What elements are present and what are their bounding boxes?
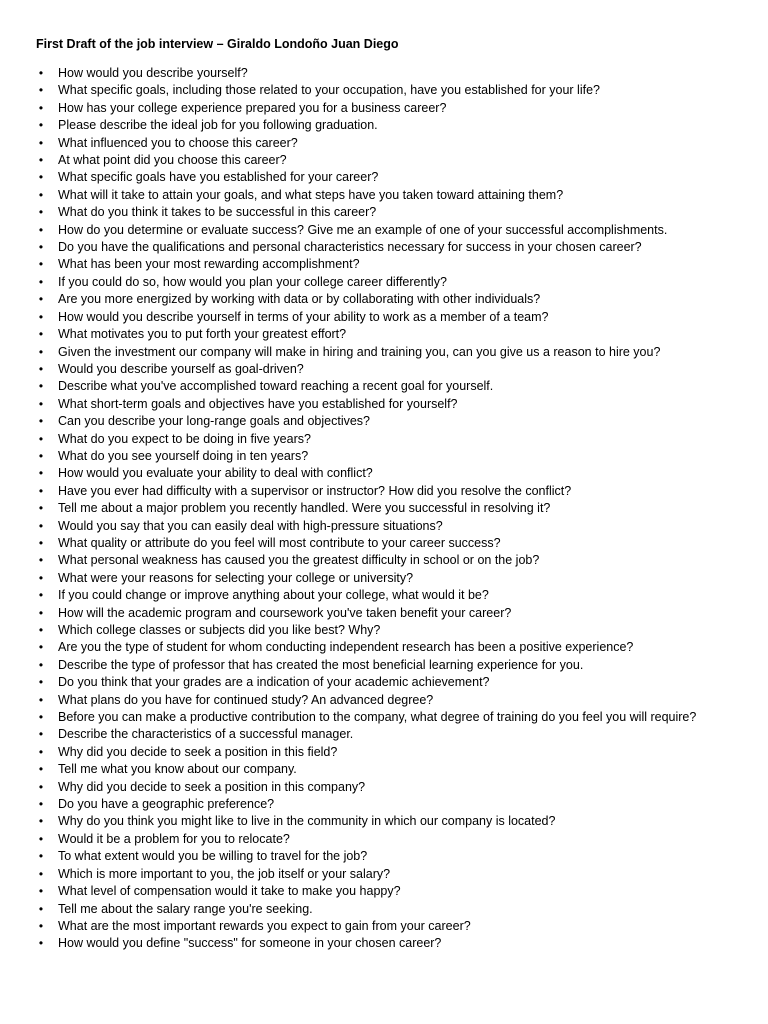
question-text: What do you think it takes to be successful in this career? <box>58 205 377 220</box>
bullet-icon: • <box>38 118 44 133</box>
bullet-icon: • <box>38 570 44 585</box>
bullet-icon: • <box>38 483 44 498</box>
question-item <box>36 361 744 378</box>
question-text: How would you define "success" for someone in your chosen career? <box>58 936 442 951</box>
question-item <box>36 274 744 291</box>
bullet-icon: • <box>38 779 44 794</box>
question-item <box>36 918 744 935</box>
bullet-icon: • <box>38 66 44 80</box>
bullet-icon: • <box>38 692 44 707</box>
bullet-icon: • <box>38 797 44 812</box>
question-text: Why did you decide to seek a position in this company? <box>58 779 366 794</box>
bullet-icon: • <box>38 414 44 429</box>
bullet-icon: • <box>38 901 44 916</box>
question-text: What short-term goals and objectives have you established for yourself? <box>58 396 458 411</box>
question-text: If you could change or improve anything about your college, what would it be? <box>58 588 489 603</box>
question-item <box>36 587 744 604</box>
question-item <box>36 135 744 152</box>
bullet-icon: • <box>38 623 44 637</box>
question-item <box>36 657 744 674</box>
bullet-icon: • <box>38 762 44 777</box>
question-text: What were your reasons for selecting your college or university? <box>58 570 414 585</box>
question-text: How would you describe yourself in terms of your ability to work as a member of a team? <box>58 309 549 324</box>
question-text: What specific goals, including those related to your occupation, have you established for your life? <box>58 83 600 98</box>
question-text: Do you think that your grades are a indication of your academic achievement? <box>58 675 490 690</box>
question-item <box>36 152 744 169</box>
bullet-icon: • <box>38 361 44 376</box>
question-item <box>36 901 744 918</box>
bullet-icon: • <box>38 448 44 463</box>
question-list <box>36 65 744 953</box>
question-item <box>36 431 744 448</box>
bullet-icon: • <box>38 814 44 829</box>
question-item <box>36 831 744 848</box>
question-item <box>36 65 744 82</box>
question-text: How will the academic program and coursework you've taken benefit your career? <box>58 605 512 620</box>
bullet-icon: • <box>38 727 44 742</box>
question-item <box>36 222 744 239</box>
bullet-icon: • <box>38 170 44 185</box>
bullet-icon: • <box>38 518 44 533</box>
question-item <box>36 761 744 778</box>
bullet-icon: • <box>38 640 44 655</box>
question-text: Before you can make a productive contribution to the company, what degree of training do you feel you will require? <box>58 710 697 725</box>
question-text: What influenced you to choose this career? <box>58 135 298 150</box>
bullet-icon: • <box>38 431 44 446</box>
bullet-icon: • <box>38 605 44 620</box>
question-item <box>36 848 744 865</box>
bullet-icon: • <box>38 240 44 255</box>
bullet-icon: • <box>38 657 44 672</box>
question-text: Would you describe yourself as goal-driven? <box>58 361 304 376</box>
bullet-icon: • <box>38 535 44 550</box>
question-item <box>36 605 744 622</box>
question-item <box>36 483 744 500</box>
bullet-icon: • <box>38 274 44 289</box>
bullet-icon: • <box>38 309 44 324</box>
question-text: Describe what you've accomplished toward reaching a recent goal for yourself. <box>58 379 494 394</box>
question-item <box>36 256 744 273</box>
bullet-icon: • <box>38 744 44 759</box>
bullet-icon: • <box>38 918 44 933</box>
question-text: What do you expect to be doing in five years? <box>58 431 311 446</box>
bullet-icon: • <box>38 588 44 603</box>
question-text: What motivates you to put forth your greatest effort? <box>58 327 347 342</box>
question-item <box>36 204 744 221</box>
question-item <box>36 622 744 639</box>
question-text: Which is more important to you, the job itself or your salary? <box>58 866 391 881</box>
question-item <box>36 552 744 569</box>
question-item <box>36 883 744 900</box>
bullet-icon: • <box>38 710 44 725</box>
question-text: At what point did you choose this career? <box>58 153 287 168</box>
bullet-icon: • <box>38 344 44 359</box>
question-text: What plans do you have for continued study? An advanced degree? <box>58 692 434 707</box>
question-item <box>36 448 744 465</box>
bullet-icon: • <box>38 257 44 272</box>
bullet-icon: • <box>38 849 44 864</box>
question-text: What personal weakness has caused you the greatest difficulty in school or on the job? <box>58 553 540 568</box>
bullet-icon: • <box>38 205 44 220</box>
question-text: Describe the characteristics of a successful manager. <box>58 727 354 742</box>
question-item <box>36 326 744 343</box>
bullet-icon: • <box>38 83 44 98</box>
question-item <box>36 813 744 830</box>
bullet-icon: • <box>38 831 44 846</box>
question-text: Do you have the qualifications and personal characteristics necessary for success in your chosen career? <box>58 240 642 255</box>
question-item <box>36 692 744 709</box>
question-item <box>36 570 744 587</box>
question-text: Describe the type of professor that has created the most beneficial learning experience for you. <box>58 657 584 672</box>
question-text: What will it take to attain your goals, and what steps have you taken toward attaining them? <box>58 187 564 202</box>
question-text: Tell me about the salary range you're seeking. <box>58 901 313 916</box>
question-item <box>36 187 744 204</box>
question-item <box>36 866 744 883</box>
question-item <box>36 169 744 186</box>
question-item <box>36 100 744 117</box>
question-text: Would you say that you can easily deal with high-pressure situations? <box>58 518 443 533</box>
bullet-icon: • <box>38 222 44 237</box>
document-title: First Draft of the job interview – Giraldo Londoño Juan Diego <box>36 37 399 51</box>
question-item <box>36 726 744 743</box>
question-text: How do you determine or evaluate success? Give me an example of one of your successful accomplishments. <box>58 222 668 237</box>
question-text: Why did you decide to seek a position in this field? <box>58 744 338 759</box>
question-text: What has been your most rewarding accomplishment? <box>58 257 360 272</box>
bullet-icon: • <box>38 327 44 342</box>
bullet-icon: • <box>38 292 44 307</box>
question-text: How would you describe yourself? <box>58 66 248 80</box>
question-item <box>36 82 744 99</box>
question-text: Tell me about a major problem you recently handled. Were you successful in resolving it? <box>58 501 551 516</box>
question-text: What level of compensation would it take to make you happy? <box>58 884 401 899</box>
question-item <box>36 779 744 796</box>
question-item <box>36 309 744 326</box>
question-item <box>36 500 744 517</box>
question-item <box>36 413 744 430</box>
question-text: What do you see yourself doing in ten years? <box>58 448 309 463</box>
question-text: Given the investment our company will make in hiring and training you, can you give us a reason to hire you? <box>58 344 661 359</box>
bullet-icon: • <box>38 675 44 690</box>
bullet-icon: • <box>38 100 44 115</box>
question-item <box>36 535 744 552</box>
bullet-icon: • <box>38 936 44 951</box>
question-text: Would it be a problem for you to relocate? <box>58 831 290 846</box>
question-text: If you could do so, how would you plan your college career differently? <box>58 274 447 289</box>
question-item <box>36 465 744 482</box>
question-text: Have you ever had difficulty with a supervisor or instructor? How did you resolve the conflict? <box>58 483 572 498</box>
bullet-icon: • <box>38 866 44 881</box>
question-item <box>36 239 744 256</box>
bullet-icon: • <box>38 396 44 411</box>
question-item <box>36 744 744 761</box>
question-text: To what extent would you be willing to travel for the job? <box>58 849 368 864</box>
question-text: Do you have a geographic preference? <box>58 797 275 812</box>
question-text: Please describe the ideal job for you following graduation. <box>58 118 378 133</box>
bullet-icon: • <box>38 553 44 568</box>
question-text: Which college classes or subjects did you like best? Why? <box>58 623 381 637</box>
bullet-icon: • <box>38 466 44 481</box>
question-item <box>36 674 744 691</box>
question-text: Tell me what you know about our company. <box>58 762 297 777</box>
question-text: Are you more energized by working with data or by collaborating with other individuals? <box>58 292 541 307</box>
question-text: Are you the type of student for whom conducting independent research has been a positive experience? <box>58 640 634 655</box>
question-item <box>36 518 744 535</box>
question-item <box>36 935 744 952</box>
question-item <box>36 639 744 656</box>
question-item <box>36 291 744 308</box>
question-text: What are the most important rewards you expect to gain from your career? <box>58 918 471 933</box>
bullet-icon: • <box>38 135 44 150</box>
question-item <box>36 709 744 726</box>
question-item <box>36 396 744 413</box>
bullet-icon: • <box>38 187 44 202</box>
bullet-icon: • <box>38 153 44 168</box>
question-text: What quality or attribute do you feel will most contribute to your career success? <box>58 535 501 550</box>
bullet-icon: • <box>38 379 44 394</box>
question-item <box>36 796 744 813</box>
question-item <box>36 378 744 395</box>
question-text: What specific goals have you established for your career? <box>58 170 379 185</box>
question-text: Why do you think you might like to live in the community in which our company is located? <box>58 814 556 829</box>
question-item <box>36 117 744 134</box>
question-item <box>36 344 744 361</box>
question-text: How would you evaluate your ability to deal with conflict? <box>58 466 373 481</box>
bullet-icon: • <box>38 501 44 516</box>
bullet-icon: • <box>38 884 44 899</box>
question-text: Can you describe your long-range goals and objectives? <box>58 414 370 429</box>
question-text: How has your college experience prepared you for a business career? <box>58 100 447 115</box>
